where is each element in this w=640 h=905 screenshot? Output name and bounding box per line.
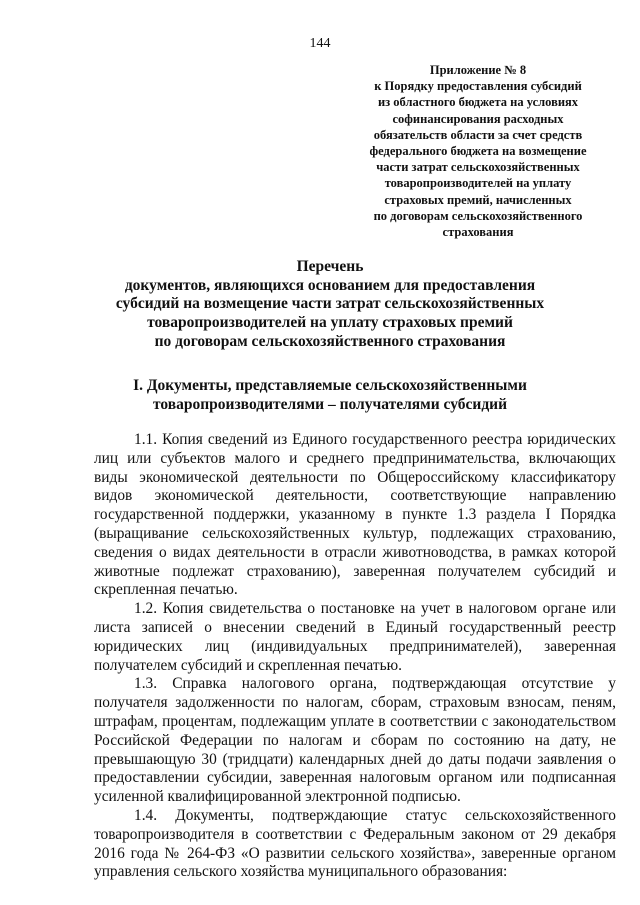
section-heading-line: товаропроизводителями – получателями субсидий xyxy=(152,395,508,413)
paragraph-1-2: 1.2. Копия свидетельства о постановке на учет в налоговом органе или листа записей о внесении сведений в Единый государственный реестр юридических лиц (индивидуальных предпринимателей), заверенная получателем субсидий и скрепленная печатью. xyxy=(94,600,616,674)
appendix-line: по договорам сельскохозяйственного xyxy=(373,208,583,223)
title-line: документов, являющихся основанием для предоставления xyxy=(124,276,536,294)
appendix-line: части затрат сельскохозяйственных xyxy=(376,160,580,175)
body-text xyxy=(94,431,616,882)
page-number: 144 xyxy=(309,36,331,51)
appendix-line: страховых премий, начисленных xyxy=(384,192,572,207)
paragraph-1-4: 1.4. Документы, подтверждающие статус сельскохозяйственного товаропроизводителя в соответствии с Федеральным законом от 29 декабря 2016 года № 264-ФЗ «О развитии сельского хозяйства», заверенные органом управления сельского хозяйства муниципального образования: xyxy=(94,806,616,881)
title-line: товаропроизводителей на уплату страховых премий xyxy=(147,314,513,332)
appendix-line: к Порядку предоставления субсидий xyxy=(374,79,582,94)
title-line: по договорам сельскохозяйственного страхования xyxy=(154,332,506,350)
appendix-line: товаропроизводителей на уплату xyxy=(384,176,572,191)
section-heading xyxy=(80,377,580,414)
appendix-line: федерального бюджета на возмещение xyxy=(369,144,587,159)
appendix-block xyxy=(348,62,608,240)
title-line: субсидий на возмещение части затрат сельскохозяйственных xyxy=(115,295,545,313)
appendix-title: Приложение № 8 xyxy=(429,63,527,77)
appendix-line: из областного бюджета на условиях xyxy=(377,95,579,110)
document-title xyxy=(80,258,580,352)
section-heading-line: I. Документы, представляемые сельскохозяйственными xyxy=(133,377,527,394)
title-heading: Перечень xyxy=(296,258,364,275)
paragraph-1-1: 1.1. Копия сведений из Единого государственного реестра юридических лиц или субъектов малого и среднего предпринимательства, включающих виды экономической деятельности по Общероссийскому классификатору видов экономической деятельности, соответствующие направлению государственной поддержки, указанному в пункте 1.3 раздела I Порядка (выращивание сельскохозяйственных культур, подлежащих страхованию, сведения о видах деятельности в отрасли животноводства, в рамках которой животные подлежат страхованию), заверенная получателем субсидий и скрепленная печатью. xyxy=(94,431,616,599)
appendix-line: страхования xyxy=(442,225,514,240)
appendix-line: обязательств области за счет средств xyxy=(373,127,583,142)
appendix-line: софинансирования расходных xyxy=(392,111,564,126)
paragraph-1-3: 1.3. Справка налогового органа, подтверждающая отсутствие у получателя задолженности по налогам, сборам, страховым взносам, пеням, штрафам, процентам, подлежащим уплате в соответствии с законодательством Российской Федерации по налогам и сборам по состоянию на дату, не превышающую 30 (тридцати) календарных дней до даты подачи заявления о предоставлении субсидии, заверенная налоговым органом или подписанная усиленной квалифицированной электронной подписью. xyxy=(94,675,616,806)
